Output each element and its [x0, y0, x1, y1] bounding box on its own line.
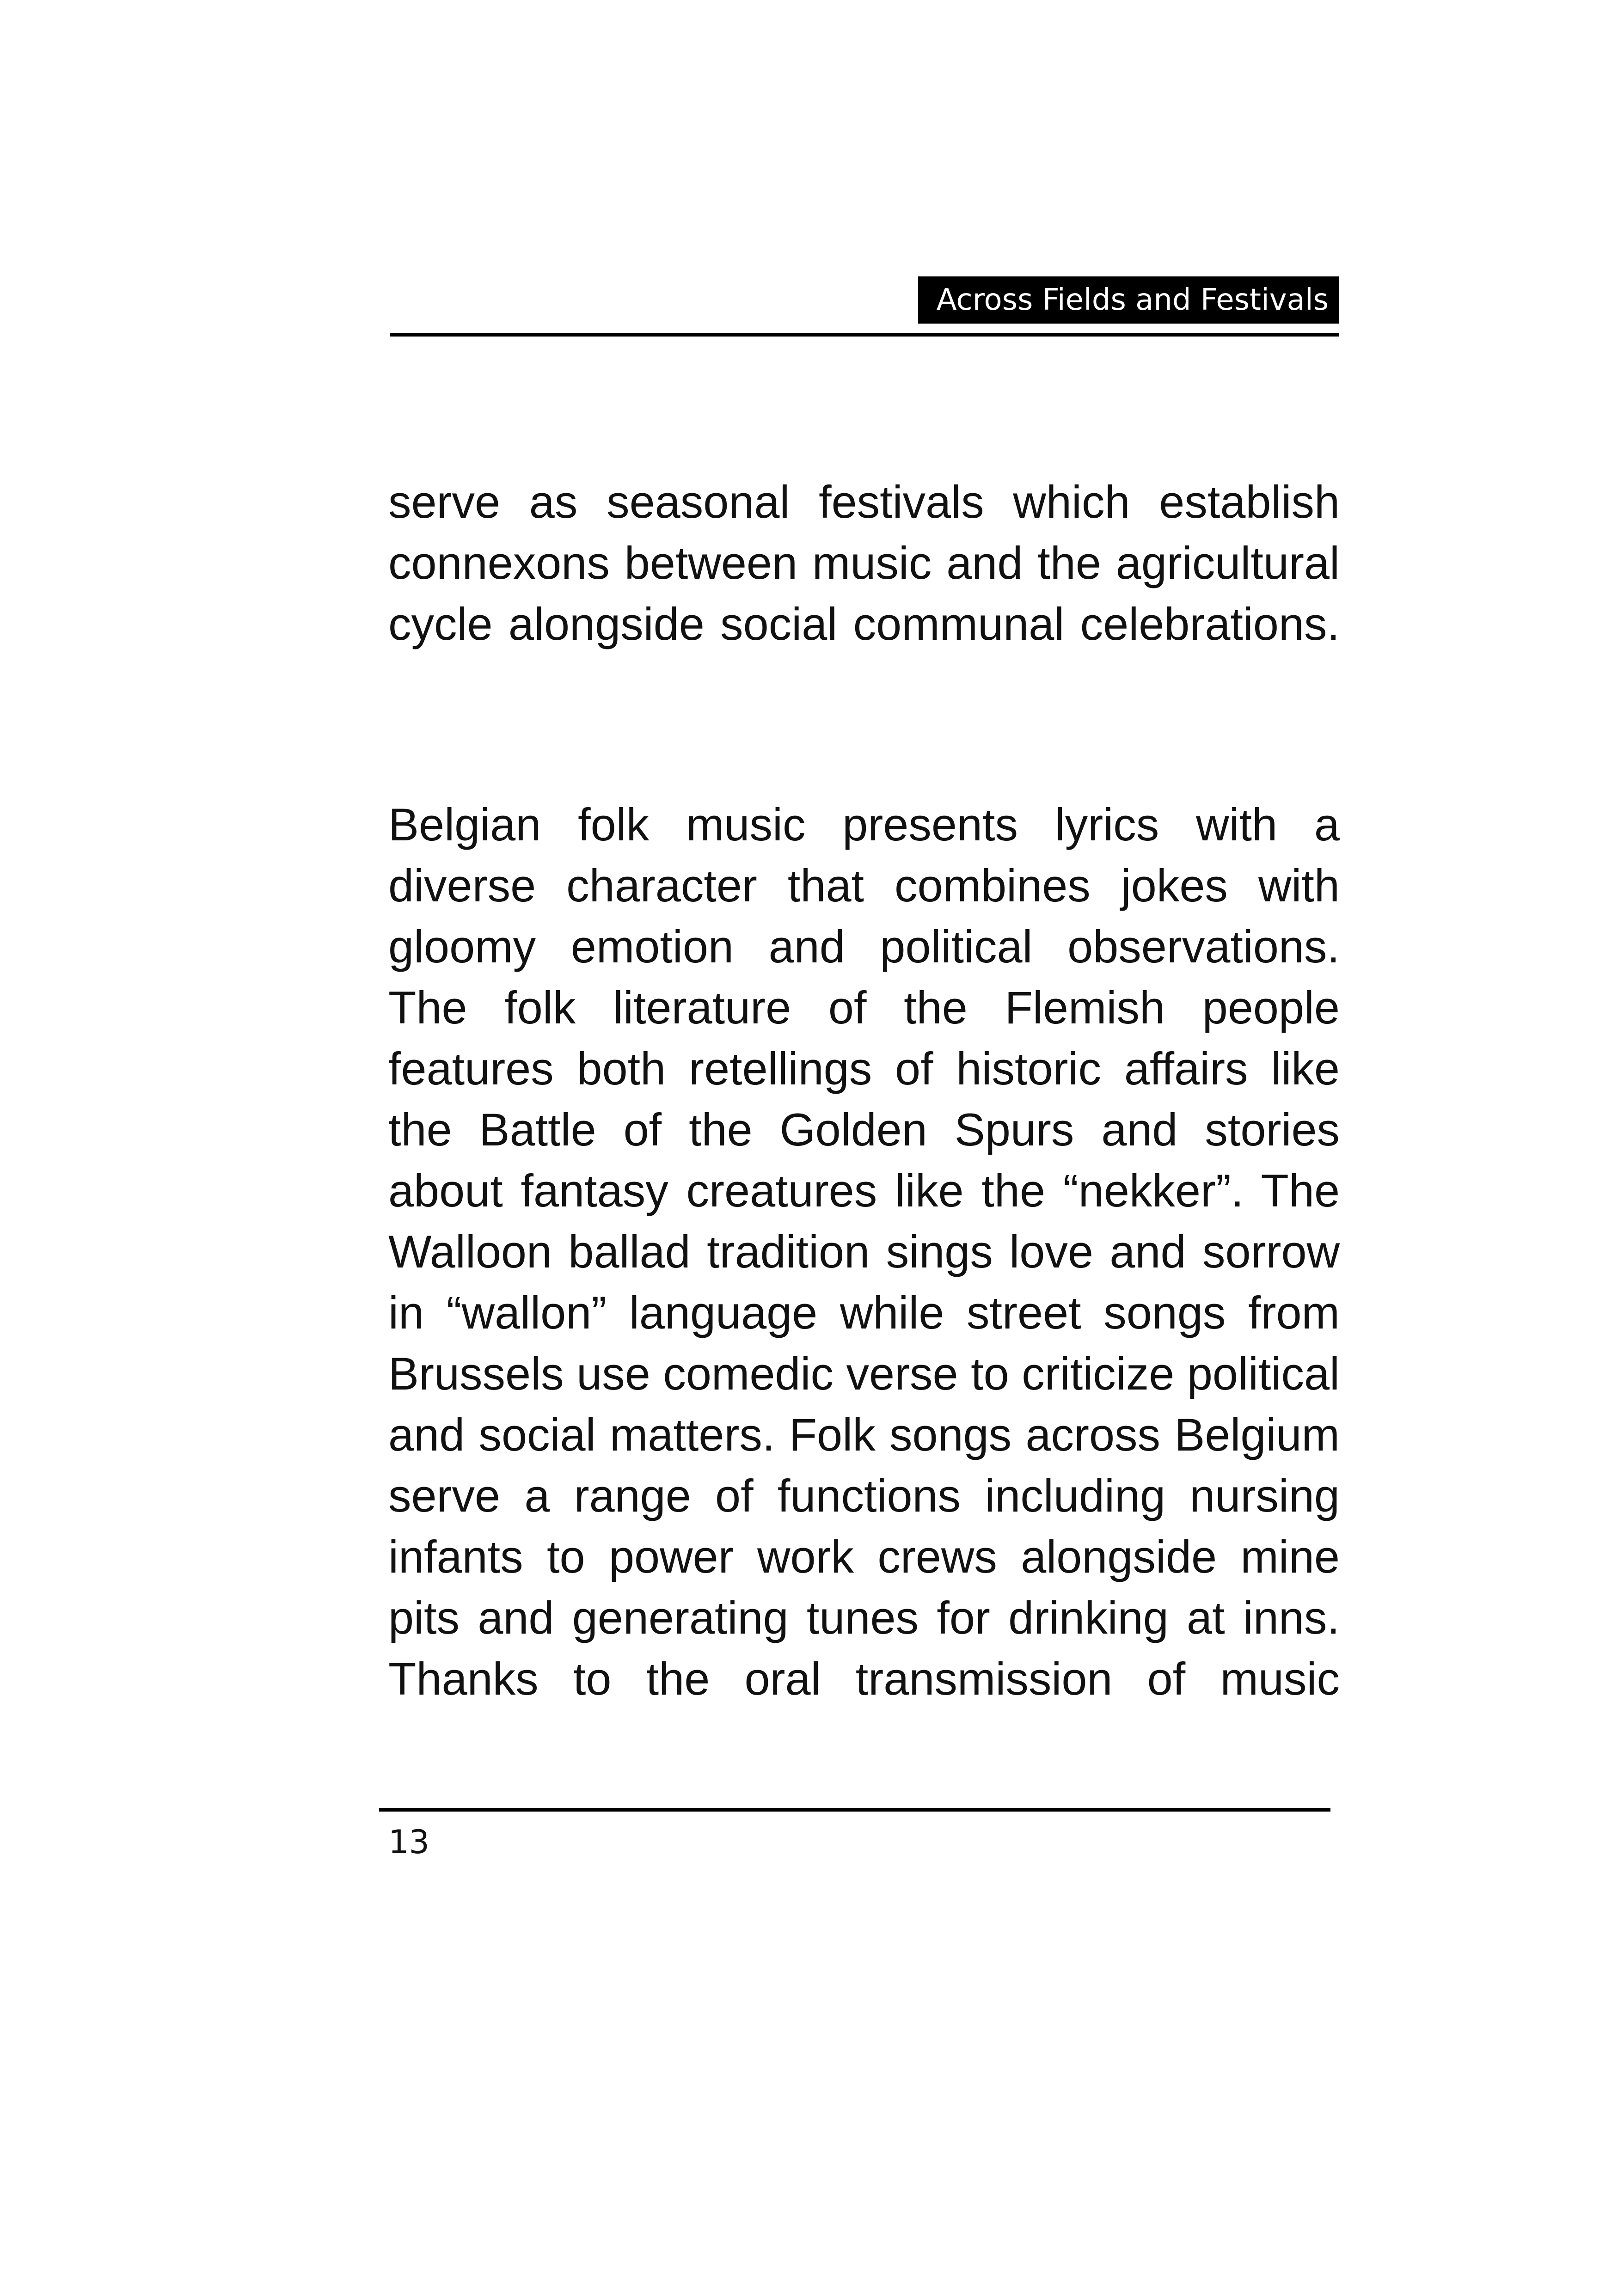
page-number: 13: [388, 1823, 430, 1861]
running-title: Across Fields and Festivals: [918, 276, 1339, 324]
paragraph-1: serve as seasonal festivals which establish connexons between music and the agricultural cycle alongside social communal celebrations.: [388, 476, 1340, 649]
header-rule: [390, 333, 1339, 337]
footer-rule: [379, 1808, 1330, 1812]
paragraph-2: Belgian folk music presents lyrics with a diverse character that combines jokes with gloomy emotion and political observations. The folk literature of the Flemish people features both retellings of historic affairs like the Battle of the Golden Spurs and stories about fantasy creatures like the “nekker”. The Walloon ballad tradition sings love and sorrow in “wallon” language while street songs from Brussels use comedic verse to criticize political and social matters. Folk songs across Belgium serve a range of functions including nursing infants to power work crews alongside mine pits and generating tunes for drinking at inns. Thanks to the oral transmission of music: [388, 799, 1340, 1704]
running-header: [390, 276, 1339, 337]
